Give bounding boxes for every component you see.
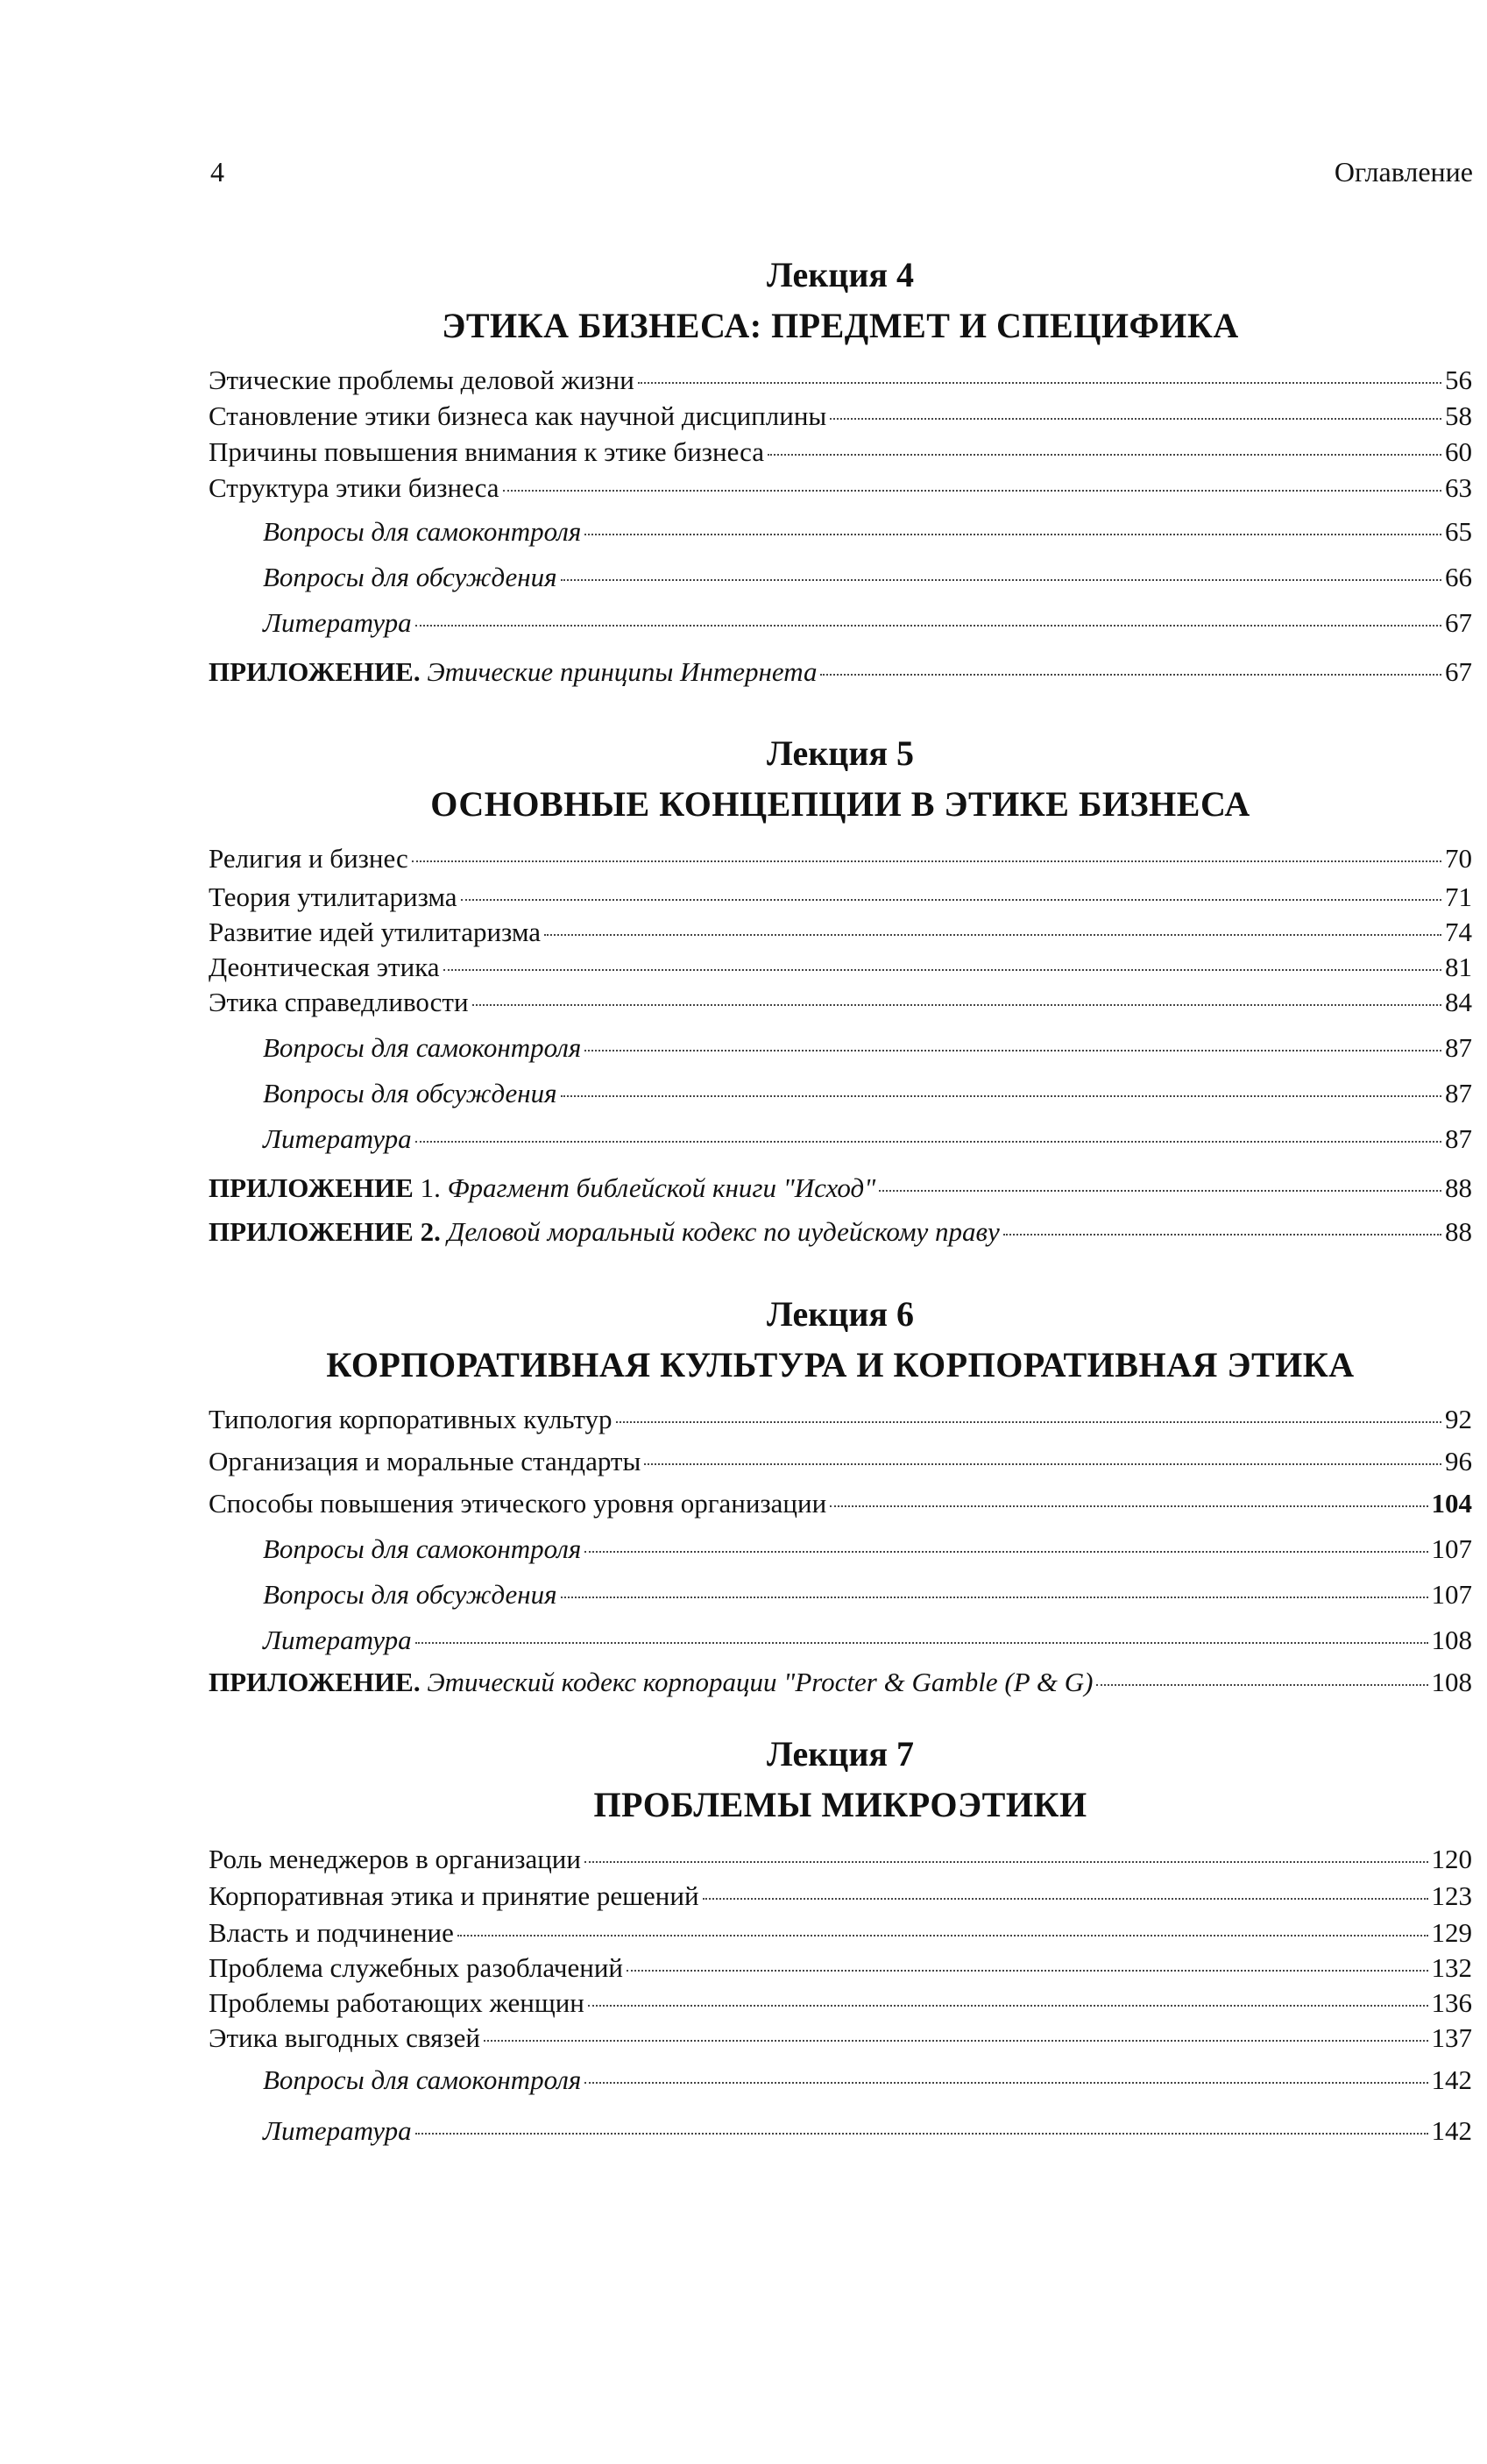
toc-page-number: 132 — [1431, 1952, 1472, 1983]
leader-dots — [584, 534, 1441, 535]
leader-dots — [584, 1551, 1427, 1553]
leader-dots — [415, 1141, 1441, 1143]
toc-entry-label: Организация и моральные стандарты — [209, 1446, 641, 1476]
toc-list — [209, 1404, 1472, 1709]
toc-appendix[interactable] — [209, 1216, 1472, 1260]
leader-dots — [584, 1050, 1441, 1051]
toc-entry-label: Причины повышения внимания к этике бизнеса — [209, 436, 765, 467]
toc-entry-label: Роль менеджеров в организации — [209, 1844, 581, 1874]
toc-page-number: 87 — [1445, 1078, 1472, 1108]
toc-entry[interactable] — [209, 607, 1472, 656]
toc-entry[interactable] — [209, 2115, 1472, 2157]
lecture-subtitle: ОСНОВНЫЕ КОНЦЕПЦИИ В ЭТИКЕ БИЗНЕСА — [430, 784, 1250, 824]
leader-dots — [768, 454, 1441, 456]
toc-entry[interactable] — [209, 365, 1472, 400]
lecture-subtitle: ЭТИКА БИЗНЕСА: ПРЕДМЕТ И СПЕЦИФИКА — [442, 306, 1239, 345]
toc-entry-label: Вопросы для самоконтроля — [263, 1032, 582, 1063]
leader-dots — [644, 1463, 1441, 1465]
appendix-heading: ПРИЛОЖЕНИЕ 2. — [209, 1216, 441, 1247]
toc-entry[interactable] — [209, 1078, 1472, 1123]
toc-list — [209, 365, 1472, 702]
toc-page-number: 107 — [1431, 1579, 1472, 1610]
lecture-6 — [209, 1295, 1472, 1709]
toc-entry-label: Вопросы для обсуждения — [263, 1579, 557, 1610]
toc-entry[interactable] — [209, 472, 1472, 516]
leader-dots — [830, 418, 1441, 420]
appendix-heading: ПРИЛОЖЕНИЕ. — [209, 1667, 421, 1697]
lecture-subtitle: КОРПОРАТИВНАЯ КУЛЬТУРА И КОРПОРАТИВНАЯ ЭТИКА — [326, 1345, 1355, 1384]
toc-page-number: 67 — [1445, 656, 1472, 687]
toc-page-number: 63 — [1445, 472, 1472, 503]
toc-entry[interactable] — [209, 1404, 1472, 1446]
toc-page-number: 87 — [1445, 1123, 1472, 1154]
toc-entry[interactable] — [209, 562, 1472, 607]
toc-entry[interactable] — [209, 2064, 1472, 2115]
toc-entry-label: Структура этики бизнеса — [209, 472, 499, 503]
leader-dots — [443, 969, 1441, 971]
toc-entry-label: Религия и бизнес — [209, 843, 408, 874]
toc-page-number: 137 — [1431, 2022, 1472, 2053]
toc-entry-label: Этика справедливости — [209, 987, 469, 1017]
leader-dots — [627, 1970, 1428, 1972]
toc-page-number: 108 — [1431, 1667, 1472, 1697]
toc-entry-label: Литература — [263, 1625, 412, 1655]
appendix-heading: ПРИЛОЖЕНИЕ. — [209, 656, 421, 687]
lecture-title: Лекция 4 — [766, 255, 915, 294]
leader-dots — [584, 2082, 1427, 2084]
toc-entry-label: Проблема служебных разоблачений — [209, 1952, 623, 1983]
toc-entry-label: Проблемы работающих женщин — [209, 1987, 584, 2018]
leader-dots — [561, 1095, 1441, 1097]
toc-page-number: 104 — [1431, 1488, 1472, 1519]
leader-dots — [415, 1642, 1428, 1644]
toc-list — [209, 1844, 1472, 2157]
toc-page-number: 96 — [1445, 1446, 1472, 1476]
toc-entry-label: Вопросы для обсуждения — [263, 562, 557, 592]
toc-page-number: 142 — [1431, 2064, 1472, 2095]
leader-dots — [561, 1597, 1428, 1598]
leader-dots — [503, 490, 1441, 492]
toc-entry[interactable] — [209, 952, 1472, 987]
leader-dots — [830, 1505, 1427, 1507]
leader-dots — [1003, 1234, 1441, 1236]
toc-entry[interactable] — [209, 1844, 1472, 1880]
lecture-subtitle: ПРОБЛЕМЫ МИКРОЭТИКИ — [593, 1785, 1087, 1824]
toc-entry[interactable] — [209, 1952, 1472, 1987]
appendix-number: 1. — [420, 1172, 441, 1203]
toc-entry-label: Теория утилитаризма — [209, 882, 457, 912]
toc-entry-label: Этические проблемы деловой жизни — [209, 365, 634, 395]
toc-page-number: 92 — [1445, 1404, 1472, 1434]
leader-dots — [472, 1004, 1441, 1006]
toc-page-number: 81 — [1445, 952, 1472, 982]
toc-entry[interactable] — [209, 1446, 1472, 1488]
toc-page-number: 60 — [1445, 436, 1472, 467]
toc-entry-label: Становление этики бизнеса как научной дисциплины — [209, 400, 827, 431]
lecture-title: Лекция 6 — [766, 1294, 915, 1334]
toc-entry[interactable] — [209, 1123, 1472, 1172]
toc-entry[interactable] — [209, 917, 1472, 952]
toc-page-number: 108 — [1431, 1625, 1472, 1655]
leader-dots — [544, 934, 1441, 936]
toc-page-number: 88 — [1445, 1172, 1472, 1203]
toc-entry-label: Способы повышения этического уровня организации — [209, 1488, 827, 1519]
lecture-7 — [209, 1735, 1472, 2157]
leader-dots — [484, 2040, 1428, 2042]
lecture-title: Лекция 5 — [766, 733, 915, 773]
toc-entry-label: Литература — [263, 2115, 412, 2146]
toc-entry-label: Власть и подчинение — [209, 1917, 454, 1948]
toc-page-number: 87 — [1445, 1032, 1472, 1063]
toc-entry-label: Этика выгодных связей — [209, 2022, 480, 2053]
page-number: 4 — [210, 156, 224, 188]
leader-dots — [584, 1861, 1428, 1863]
leader-dots — [457, 1935, 1428, 1937]
toc-page-number: 58 — [1445, 400, 1472, 431]
toc-entry-label: Вопросы для обсуждения — [263, 1078, 557, 1108]
toc-entry[interactable] — [209, 1917, 1472, 1952]
toc-entry-label: Литература — [263, 1123, 412, 1154]
toc-entry[interactable] — [209, 2022, 1472, 2064]
toc-page-number: 67 — [1445, 607, 1472, 638]
toc-entry-label: Типология корпоративных культур — [209, 1404, 613, 1434]
toc-entry[interactable] — [209, 400, 1472, 436]
appendix-title: Этические принципы Интернета — [427, 656, 818, 687]
toc-page-number: 84 — [1445, 987, 1472, 1017]
toc-page-number: 123 — [1431, 1880, 1472, 1911]
toc-entry[interactable] — [209, 987, 1472, 1032]
toc-list — [209, 843, 1472, 1260]
leader-dots — [1096, 1684, 1427, 1686]
leader-dots — [879, 1190, 1441, 1192]
toc-entry-label: Корпоративная этика и принятие решений — [209, 1880, 699, 1911]
toc-page-number: 65 — [1445, 516, 1472, 547]
leader-dots — [616, 1421, 1441, 1423]
toc-entry[interactable] — [209, 1579, 1472, 1625]
toc-page-number: 71 — [1445, 882, 1472, 912]
running-title: Оглавление — [1334, 156, 1473, 188]
leader-dots — [588, 2005, 1428, 2007]
toc-entry[interactable] — [209, 1488, 1472, 1533]
leader-dots — [638, 382, 1441, 384]
toc-entry-label: Литература — [263, 607, 412, 638]
toc-entry[interactable] — [209, 843, 1472, 882]
toc-entry[interactable] — [209, 1880, 1472, 1917]
toc-page-number: 107 — [1431, 1533, 1472, 1564]
toc-page-number: 120 — [1431, 1844, 1472, 1874]
toc-page-number: 136 — [1431, 1987, 1472, 2018]
toc-entry[interactable] — [209, 1625, 1472, 1667]
toc-page-number: 88 — [1445, 1216, 1472, 1247]
toc-page-number: 142 — [1431, 2115, 1472, 2146]
toc-entry[interactable] — [209, 1533, 1472, 1579]
toc-entry[interactable] — [209, 1032, 1472, 1078]
leader-dots — [561, 579, 1441, 581]
leader-dots — [703, 1898, 1428, 1900]
toc-entry-label: Деонтическая этика — [209, 952, 440, 982]
lecture-4 — [209, 256, 1472, 702]
toc-page-number: 66 — [1445, 562, 1472, 592]
appendix-title: Этический кодекс корпорации "Procter & Gamble (P & G) — [427, 1667, 1094, 1697]
toc-page-number: 74 — [1445, 917, 1472, 947]
lecture-5 — [209, 734, 1472, 1260]
toc-page-number: 56 — [1445, 365, 1472, 395]
toc-entry[interactable] — [209, 436, 1472, 472]
leader-dots — [415, 625, 1441, 627]
lecture-title: Лекция 7 — [766, 1734, 915, 1774]
leader-dots — [412, 860, 1441, 862]
toc-entry[interactable] — [209, 1987, 1472, 2022]
toc-entry-label: Развитие идей утилитаризма — [209, 917, 542, 947]
appendix-title: Деловой моральный кодекс по иудейскому праву — [447, 1216, 1000, 1247]
appendix-title: Фрагмент библейской книги "Исход" — [447, 1172, 876, 1203]
leader-dots — [820, 674, 1441, 676]
toc-appendix[interactable] — [209, 656, 1472, 702]
leader-dots — [461, 899, 1441, 901]
appendix-heading: ПРИЛОЖЕНИЕ — [209, 1172, 414, 1203]
toc-appendix[interactable] — [209, 1667, 1472, 1709]
toc-page-number: 70 — [1445, 843, 1472, 874]
toc-entry-label: Вопросы для самоконтроля — [263, 516, 582, 547]
toc-entry-label: Вопросы для самоконтроля — [263, 1533, 582, 1564]
toc-entry[interactable] — [209, 516, 1472, 562]
toc-page-number: 129 — [1431, 1917, 1472, 1948]
toc-entry[interactable] — [209, 882, 1472, 917]
toc-appendix[interactable] — [209, 1172, 1472, 1216]
leader-dots — [415, 2133, 1428, 2135]
toc-entry-label: Вопросы для самоконтроля — [263, 2064, 582, 2095]
